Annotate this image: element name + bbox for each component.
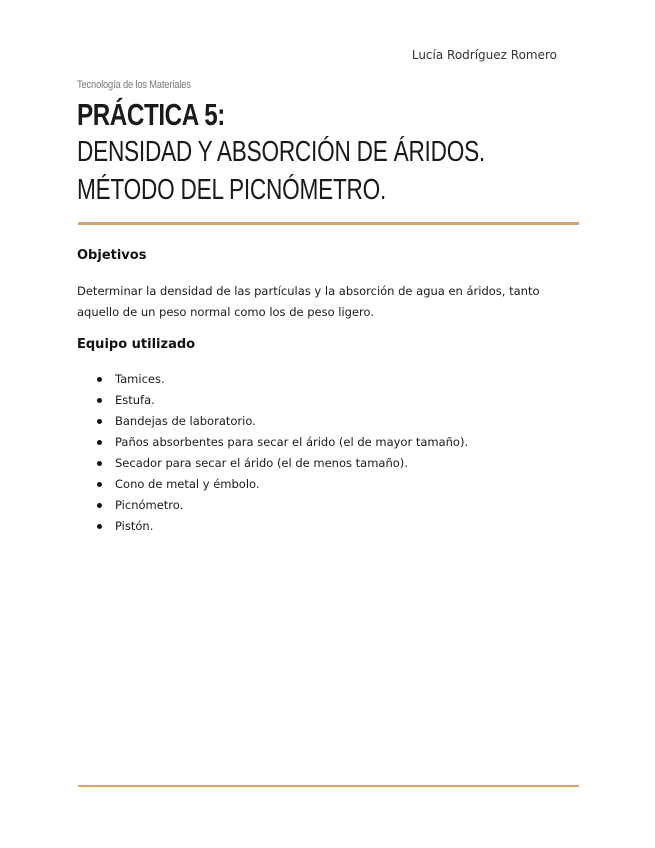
footer-divider <box>78 785 579 787</box>
list-item-text: Picnómetro. <box>115 498 184 512</box>
list-item-text: Secador para secar el árido (el de menos tamaño). <box>115 456 408 470</box>
list-item <box>95 411 468 432</box>
title-line-2: MÉTODO DEL PICNÓMETRO. <box>77 174 387 206</box>
objectives-heading: Objetivos <box>77 248 147 263</box>
bullet-icon <box>97 482 102 487</box>
equipment-heading: Equipo utilizado <box>77 337 196 352</box>
list-item-text: Bandejas de laboratorio. <box>115 414 256 428</box>
bullet-icon <box>97 461 102 466</box>
list-item-text: Paños absorbentes para secar el árido (el de mayor tamaño). <box>115 435 469 449</box>
list-item-text: Tamices. <box>115 372 165 386</box>
title-divider <box>78 222 579 225</box>
list-item <box>95 390 468 411</box>
bullet-icon <box>97 377 102 382</box>
bullet-icon <box>97 419 102 424</box>
list-item <box>95 516 468 537</box>
list-item <box>95 495 468 516</box>
equipment-list <box>95 369 468 537</box>
bullet-icon <box>97 440 102 445</box>
objectives-text: Determinar la densidad de las partículas y la absorción de agua en áridos, tanto aquello de un peso normal como los de peso ligero. <box>77 284 540 319</box>
bullet-icon <box>97 398 102 403</box>
list-item-text: Cono de metal y émbolo. <box>115 477 260 491</box>
document-title <box>77 97 597 209</box>
bullet-icon <box>97 524 102 529</box>
list-item <box>95 432 468 453</box>
subject-label: Tecnología de los Materiales <box>77 79 191 91</box>
title-line-1: DENSIDAD Y ABSORCIÓN DE ÁRIDOS. <box>77 136 485 168</box>
bullet-icon <box>97 503 102 508</box>
title-practice-number: PRÁCTICA 5: <box>77 97 225 132</box>
list-item <box>95 474 468 495</box>
author-name: Lucía Rodríguez Romero <box>411 48 557 62</box>
list-item-text: Estufa. <box>115 393 155 407</box>
list-item <box>95 369 468 390</box>
list-item-text: Pistón. <box>115 519 154 533</box>
list-item <box>95 453 468 474</box>
